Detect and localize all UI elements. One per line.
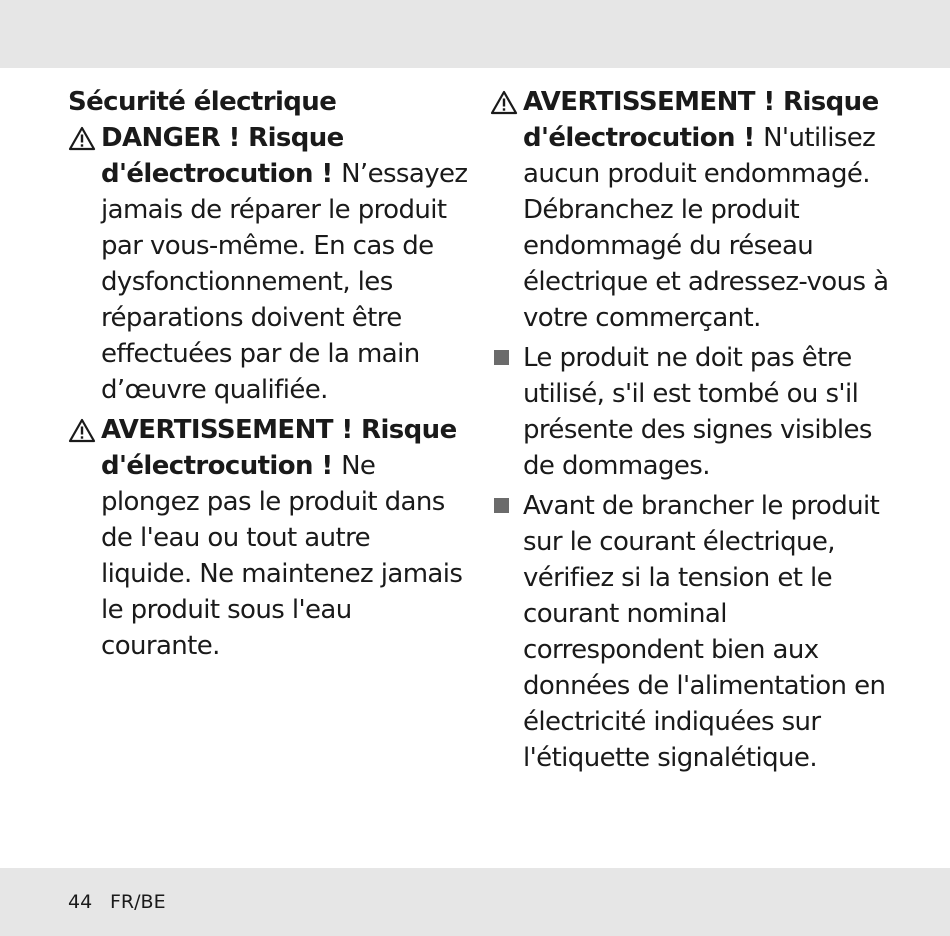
warning-text: N'utilisez aucun produit endommagé. Débranchez le produit endommagé du réseau électrique et adressez-vous à votre commerçant. bbox=[523, 123, 889, 333]
warning-entry-damaged bbox=[490, 84, 900, 336]
warning-text: Ne plongez pas le produit dans de l'eau ou tout autre liquide. Ne maintenez jamais le produit sous l'eau courante. bbox=[101, 451, 463, 661]
warning-triangle-icon bbox=[68, 418, 96, 444]
warning-triangle-icon bbox=[68, 126, 96, 152]
square-bullet-icon bbox=[494, 350, 509, 365]
warning-lead: DANGER ! Risque d'électrocution ! bbox=[101, 123, 344, 189]
bullet-text: Avant de brancher le produit sur le courant électrique, vérifiez si la tension et le courant nominal correspondent bien aux données de l'alimentation en électricité indiquées sur l'étiquette signalétique. bbox=[523, 491, 886, 773]
header-band bbox=[0, 0, 950, 68]
bullet-text: Le produit ne doit pas être utilisé, s'il est tombé ou s'il présente des signes visibles de dommages. bbox=[523, 343, 872, 481]
page-number: 44 bbox=[68, 891, 93, 913]
warning-text: N’essayez jamais de réparer le produit par vous-même. En cas de dysfonctionnement, les réparations doivent être effectuées par de la main d’œuvre qualifiée. bbox=[101, 159, 468, 405]
warning-lead: AVERTISSEMENT ! Risque d'électrocution ! bbox=[101, 415, 457, 481]
warning-triangle-icon bbox=[490, 90, 518, 116]
square-bullet-icon bbox=[494, 498, 509, 513]
left-column bbox=[68, 84, 468, 668]
warning-entry-danger bbox=[68, 120, 468, 408]
warning-entry-water bbox=[68, 412, 468, 664]
warning-lead: AVERTISSEMENT ! Risque d'électrocution ! bbox=[523, 87, 879, 153]
right-column bbox=[490, 84, 900, 780]
bullet-item-dropped bbox=[490, 340, 900, 484]
bullet-item-voltage bbox=[490, 488, 900, 776]
page-language: FR/BE bbox=[110, 891, 166, 913]
section-title: Sécurité électrique bbox=[68, 87, 337, 117]
